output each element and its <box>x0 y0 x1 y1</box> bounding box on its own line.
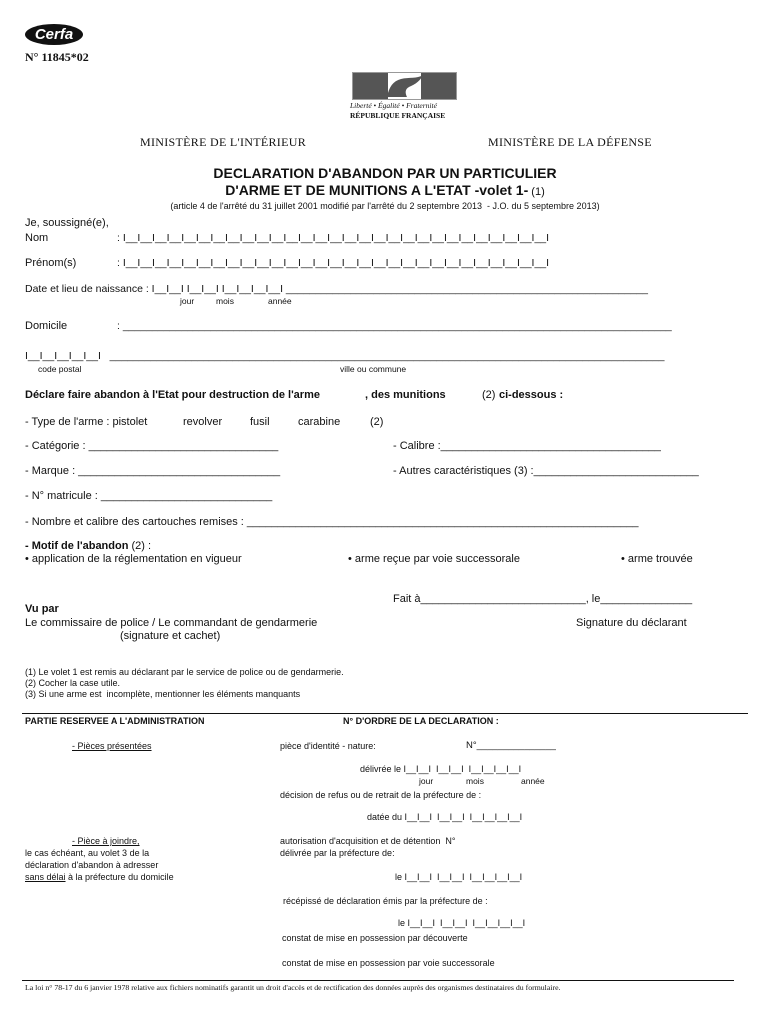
ministry-interior: MINISTÈRE DE L'INTÉRIEUR <box>140 135 307 149</box>
joindre-line4 <box>25 872 174 882</box>
recepisse-date-field[interactable]: le I__I__I I__I__I I__I__I__I__I <box>398 918 526 928</box>
type-revolver[interactable]: revolver <box>183 416 223 428</box>
constat-successorale: constat de mise en possession par voie successorale <box>282 958 495 968</box>
intro-text: Je, soussigné(e), <box>25 217 109 229</box>
admin-divider <box>22 713 748 714</box>
birth-annee: année <box>268 296 292 306</box>
vu-par: Vu par <box>25 603 59 615</box>
calibre-field[interactable]: - Calibre :____________________________________ <box>393 440 661 452</box>
type-note: (2) <box>370 416 384 428</box>
birth-jour: jour <box>180 296 195 306</box>
title-line2: D'ARME ET DE MUNITIONS A L'ETAT -volet 1- <box>225 182 529 198</box>
motif-note: (2) : <box>128 540 152 552</box>
decision-label: décision de refus ou de retrait de la préfecture de : <box>280 790 482 800</box>
birth-mois: mois <box>216 296 234 306</box>
pieces-presentees: - Pièces présentées <box>72 741 152 751</box>
birth-field[interactable]: Date et lieu de naissance : I__I__I I__I__I I__I__I__I__I ______________________________________________________________ <box>25 283 648 295</box>
title-line2-note: (1) <box>528 186 545 198</box>
note-2: (2) Cocher la case utile. <box>25 678 121 688</box>
joindre-line3: déclaration d'abandon à adresser <box>25 860 159 870</box>
title-line1: DECLARATION D'ABANDON PAR UN PARTICULIER <box>213 165 557 181</box>
declaration-heading-d: ci-dessous : <box>499 389 564 401</box>
footer-loi: La loi n° 78-17 du 6 janvier 1978 relative aux fichiers nominatifs garantit un droit d'accès et de rectification des données auprès des organismes destinataires du formulaire. <box>25 983 561 992</box>
delivree-le-field[interactable]: délivrée le I__I__I I__I__I I__I__I__I__I <box>360 764 522 774</box>
commune-label: ville ou commune <box>340 364 407 374</box>
nom-label: Nom <box>25 232 49 244</box>
piece-numero-field[interactable]: N°_______________ <box>466 740 556 751</box>
title-line2-wrap <box>0 182 770 198</box>
declaration-heading-c: (2) <box>482 389 496 401</box>
type-label: - Type de l'arme : pistolet <box>25 416 148 428</box>
constat-decouverte: constat de mise en possession par découverte <box>282 933 468 943</box>
matricule-field[interactable]: - N° matricule : ____________________________ <box>25 490 273 502</box>
note-3: (3) Si une arme est incomplète, mentionner les éléments manquants <box>25 689 301 699</box>
piece-joindre: - Pièce à joindre, <box>72 836 140 846</box>
type-fusil[interactable]: fusil <box>250 416 270 428</box>
delivree-mois: mois <box>466 776 484 786</box>
motif-wrap <box>25 540 151 552</box>
declaration-heading-a: Déclare faire abandon à l'Etat pour destruction de l'arme <box>25 389 320 401</box>
subtitle: (article 4 de l'arrêté du 31 juillet 2001 modifié par l'arrêté du 2 septembre 2013 - J.O. du 5 septembre 2013) <box>170 201 600 211</box>
motif-successorale[interactable]: • arme reçue par voie successorale <box>348 553 520 565</box>
motto: Liberté • Égalité • Fraternité <box>350 101 437 110</box>
commissaire-label: Le commissaire de police / Le commandant de gendarmerie <box>25 617 318 629</box>
joindre-line4-rest: à la préfecture du domicile <box>65 872 174 882</box>
cerfa-logo: Cerfa <box>25 24 83 45</box>
marque-field[interactable]: - Marque : _________________________________ <box>25 465 281 477</box>
postal-field[interactable]: I__I__I__I__I__I _______________________________________________________________________________________________ <box>25 350 665 362</box>
admin-partie: PARTIE RESERVEE A L'ADMINISTRATION <box>25 716 205 726</box>
categorie-field[interactable]: - Catégorie : _______________________________ <box>25 440 279 452</box>
domicile-field[interactable]: : ______________________________________________________________________________________________ <box>117 320 672 332</box>
admin-ordre: N° D'ORDRE DE LA DECLARATION : <box>343 716 499 726</box>
delivree-annee: année <box>521 776 545 786</box>
autorisation-date-field[interactable]: le I__I__I I__I__I I__I__I__I__I <box>395 872 523 882</box>
type-carabine[interactable]: carabine <box>298 416 341 428</box>
piece-identite: pièce d'identité - nature: <box>280 741 376 751</box>
declaration-heading-b: , des munitions <box>365 389 446 401</box>
marianne-logo <box>352 72 457 100</box>
signature-declarant: Signature du déclarant <box>576 617 687 629</box>
signature-cachet: (signature et cachet) <box>120 630 221 642</box>
marianne-profile-icon <box>383 73 427 99</box>
datee-du-field[interactable]: datée du I__I__I I__I__I I__I__I__I__I <box>367 812 523 822</box>
delivree-jour: jour <box>419 776 434 786</box>
republic-label: RÉPUBLIQUE FRANÇAISE <box>350 111 446 120</box>
motif-trouvee[interactable]: • arme trouvée <box>621 553 693 565</box>
note-1: (1) Le volet 1 est remis au déclarant par le service de police ou de gendarmerie. <box>25 667 344 677</box>
autorisation-label: autorisation d'acquisition et de détention N° <box>280 836 456 846</box>
fait-a-field[interactable]: Fait à___________________________, le_______________ <box>393 593 693 605</box>
footer-divider <box>22 980 734 981</box>
cerfa-number: N° 11845*02 <box>25 50 89 64</box>
recepisse-label: récépissé de déclaration émis par la préfecture de : <box>283 896 488 906</box>
sans-delai: sans délai <box>25 872 66 882</box>
nom-field[interactable]: : I__I__I__I__I__I__I__I__I__I__I__I__I__I__I__I__I__I__I__I__I__I__I__I__I__I__I__I__I__I <box>117 232 550 244</box>
autres-field[interactable]: - Autres caractéristiques (3) :___________________________ <box>393 465 699 477</box>
cartouches-field[interactable]: - Nombre et calibre des cartouches remises : ________________________________________________________________ <box>25 516 639 528</box>
ministry-defense: MINISTÈRE DE LA DÉFENSE <box>488 135 652 149</box>
motif-reglementation[interactable]: • application de la réglementation en vigueur <box>25 553 242 565</box>
postal-label: code postal <box>38 364 82 374</box>
delivree-prefecture-label: délivrée par la préfecture de: <box>280 848 395 858</box>
prenom-label: Prénom(s) <box>25 257 77 269</box>
motif-label: - Motif de l'abandon <box>25 540 129 552</box>
joindre-line2: le cas échéant, au volet 3 de la <box>25 848 150 858</box>
domicile-label: Domicile <box>25 320 68 332</box>
prenom-field[interactable]: : I__I__I__I__I__I__I__I__I__I__I__I__I__I__I__I__I__I__I__I__I__I__I__I__I__I__I__I__I__I <box>117 257 550 269</box>
